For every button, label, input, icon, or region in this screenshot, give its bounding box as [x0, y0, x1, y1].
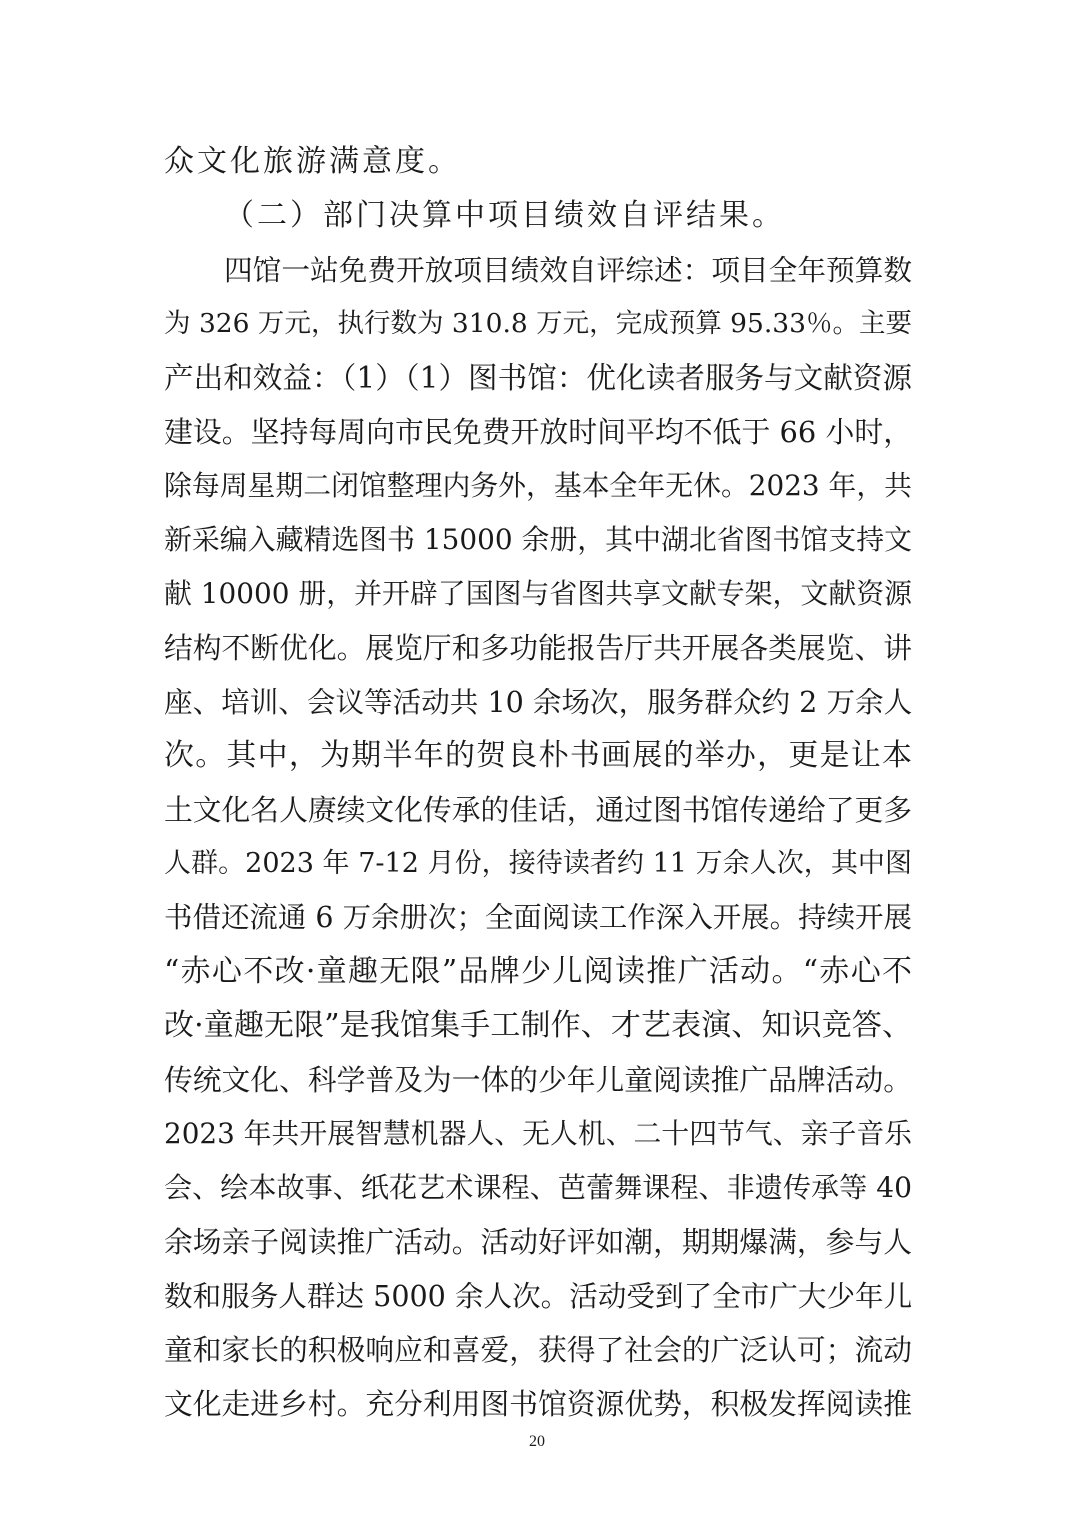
text-line: 童和家长的积极响应和喜爱，获得了社会的广泛认可；流动 [164, 1333, 912, 1367]
text-line: 改·童趣无限”是我馆集手工制作、才艺表演、知识竞答、 [164, 1008, 912, 1043]
section-heading: （二）部门决算中项目绩效自评结果。 [224, 198, 785, 233]
text-line: 座、培训、会议等活动共 10 余场次，服务群众约 2 万余人 [164, 685, 913, 719]
text-line: 传统文化、科学普及为一体的少年儿童阅读推广品牌活动。 [164, 1063, 912, 1097]
text-line: 土文化名人赓续文化传承的佳话，通过图书馆传递给了更多 [164, 793, 912, 827]
text-line: 除每周星期二闭馆整理内务外，基本全年无休。2023 年，共 [164, 469, 912, 502]
text-line: 数和服务人群达 5000 余人次。活动受到了全市广大少年儿 [164, 1279, 913, 1313]
page-number: 20 [529, 1433, 545, 1450]
text-line: 会、绘本故事、纸花艺术课程、芭蕾舞课程、非遗传承等 40 [164, 1171, 912, 1204]
text-line: 人群。2023 年 7-12 月份，接待读者约 11 万余人次，其中图 [164, 848, 912, 879]
text-line: 结构不断优化。展览厅和多功能报告厅共开展各类展览、讲 [164, 631, 912, 665]
text-line: 四馆一站免费开放项目绩效自评综述：项目全年预算数 [224, 253, 912, 287]
text-line: 建设。坚持每周向市民免费开放时间平均不低于 66 小时， [164, 415, 913, 449]
text-line: 新采编入藏精选图书 15000 余册，其中湖北省图书馆支持文 [164, 523, 912, 556]
text-line: 2023 年共开展智慧机器人、无人机、二十四节气、亲子音乐 [164, 1117, 912, 1150]
text-line: 献 10000 册，并开辟了国图与省图共享文献专架，文献资源 [164, 577, 912, 610]
text-line: 文化走进乡村。充分利用图书馆资源优势，积极发挥阅读推 [164, 1387, 912, 1421]
text-line: 余场亲子阅读推广活动。活动好评如潮，期期爆满，参与人 [164, 1225, 912, 1259]
text-line: 书借还流通 6 万余册次；全面阅读工作深入开展。持续开展 [164, 901, 912, 934]
text-line: “赤心不改·童趣无限”品牌少儿阅读推广活动。“赤心不 [164, 954, 912, 989]
text-line: 众文化旅游满意度。 [164, 144, 461, 179]
text-line: 产出和效益：（1）（1）图书馆：优化读者服务与文献资源 [164, 361, 912, 395]
text-line: 次。其中，为期半年的贺良朴书画展的举办，更是让本 [164, 738, 912, 773]
text-line: 为 326 万元，执行数为 310.8 万元，完成预算 95.33％。主要 [164, 308, 912, 339]
